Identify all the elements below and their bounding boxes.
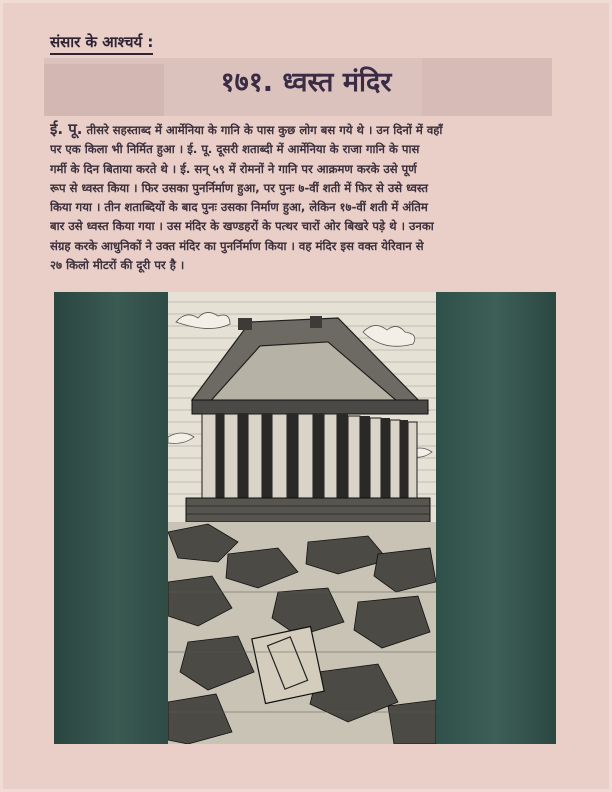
article-line-1	[50, 120, 560, 140]
right-green-panel	[436, 292, 556, 744]
article-line-1-text: तीसरे सहस्ताब्द में आर्मेनिया के गानि के पास कुछ लोग बस गये थे । उन दिनों में वहाँ	[82, 123, 443, 137]
temple-engraving	[168, 292, 436, 744]
article-lead: ई. पू.	[50, 120, 83, 138]
page-title: १७१. ध्वस्त मंदिर	[220, 67, 392, 98]
article-line-7: संग्रह करके आधुनिकों ने उक्त मंदिर का पुनर्निर्माण किया । वह मंदिर इस वक्त येरिवान से	[50, 238, 424, 253]
left-green-panel	[54, 292, 168, 744]
article-body	[50, 120, 560, 275]
article-line-6: बार उसे ध्वस्त किया गया । उस मंदिर के खण्डहरों के पत्थर चारों ओर बिखरे पड़े थे । उनका	[50, 219, 434, 234]
article-line-8: २७ किलो मीटरों की दूरी पर है ।	[50, 258, 185, 273]
article-line-2: पर एक किला भी निर्मित हुआ । ई. पू. दूसरी शताब्दी में आर्मेनिया के राजा गानि के पास	[50, 142, 420, 157]
section-label: संसार के आश्चर्य :	[50, 32, 153, 55]
article-line-3: गर्मी के दिन बिताया करते थे । ई. सन् ५९ में रोमनों ने गानि पर आक्रमण करके उसे पूर्ण	[50, 161, 417, 176]
temple-illustration	[54, 292, 556, 744]
temple-engraving-drawing	[168, 292, 436, 744]
article-line-5: किया गया । तीन शताब्दियों के बाद पुनः उसका निर्माण हुआ, लेकिन १७-वीं शती में अंतिम	[50, 200, 428, 215]
article-line-4: रूप से ध्वस्त किया । फिर उसका पुनर्निर्माण हुआ, पर पुनः ७-वीं शती में फिर से उसे ध्वस्त	[50, 180, 429, 195]
